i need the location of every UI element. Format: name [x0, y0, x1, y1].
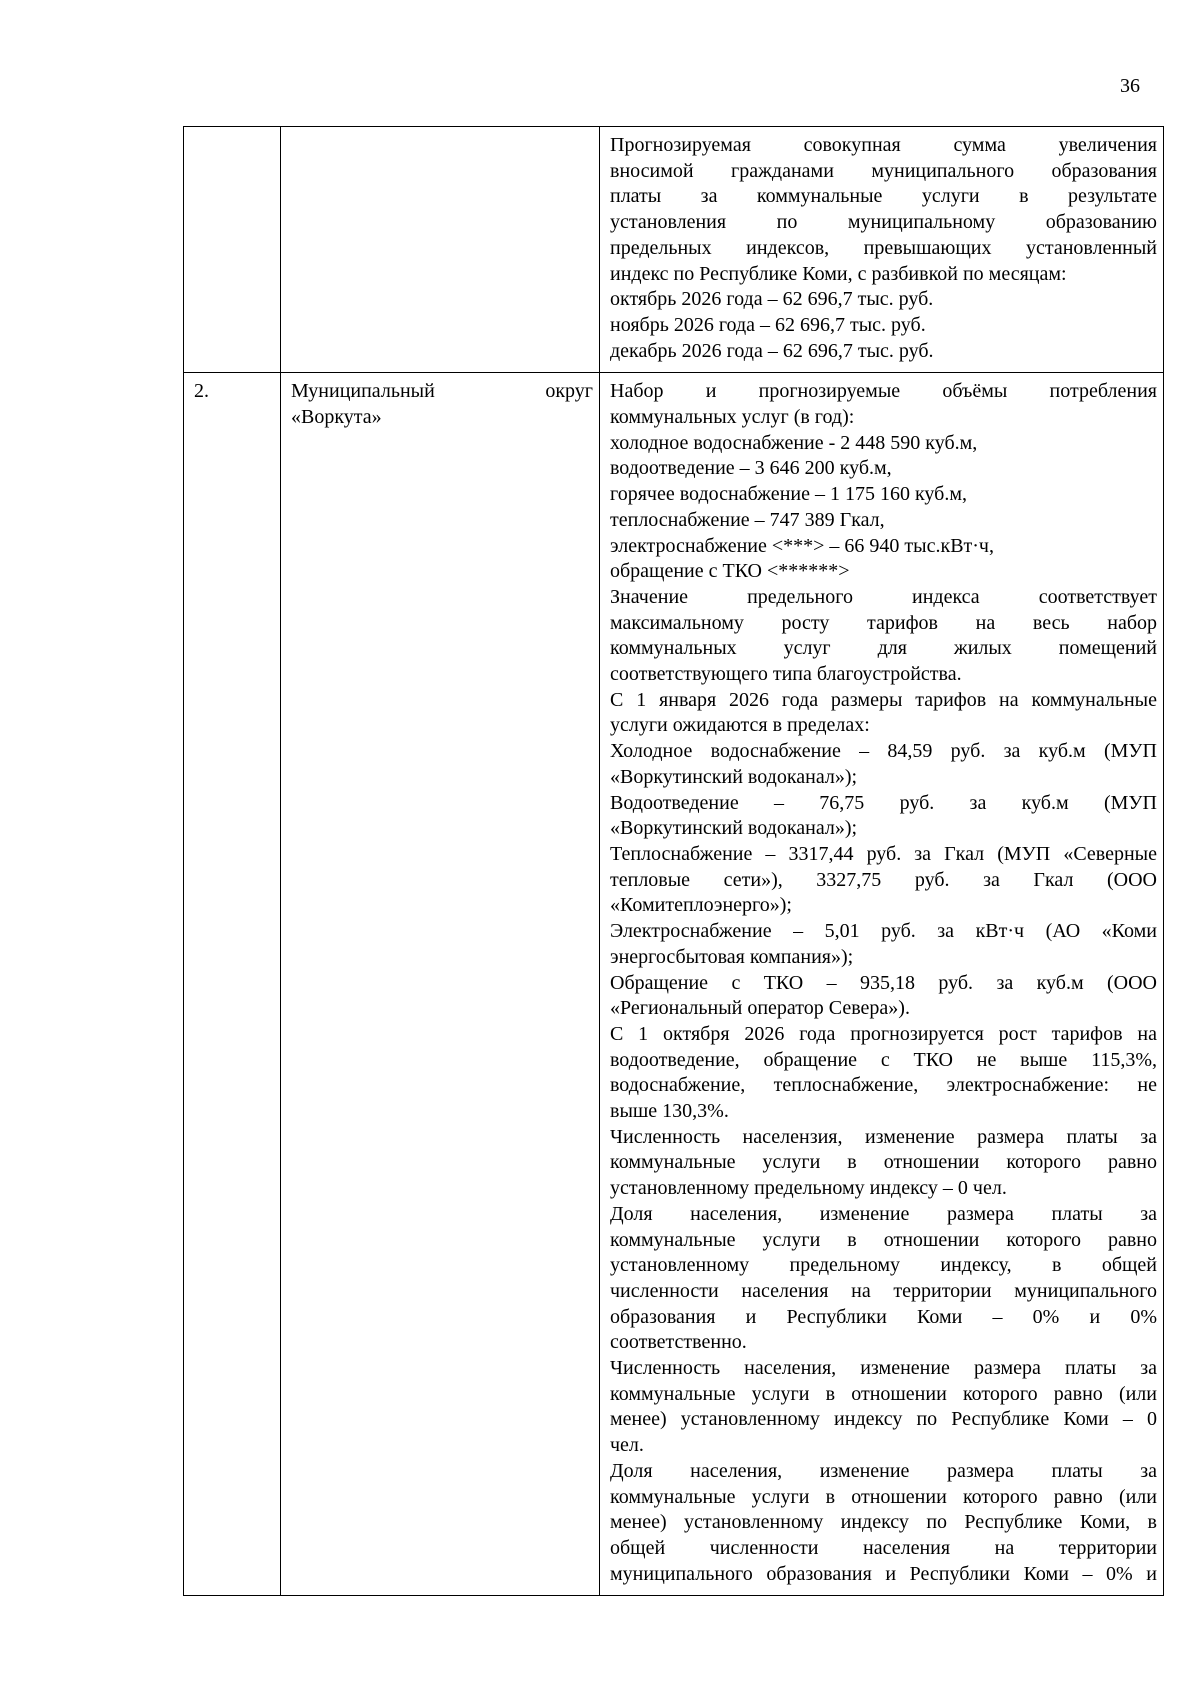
text-line: тепловые сети»), 3327,75 руб. за Гкал (ООО	[610, 868, 1157, 891]
text-line: «Воркутинский водоканал»);	[610, 817, 858, 840]
text-line: водоснабжение, теплоснабжение, электроснабжение: не	[610, 1074, 1157, 1097]
text-line: Электроснабжение – 5,01 руб. за кВт·ч (АО «Коми	[610, 920, 1157, 943]
text-line: Теплоснабжение – 3317,44 руб. за Гкал (МУП «Северные	[610, 842, 1157, 865]
text-line: водоотведение – 3 646 200 куб.м,	[610, 457, 892, 480]
text-line: услуги ожидаются в пределах:	[610, 714, 870, 737]
text-line: муниципального образования и Республики Коми – 0% и	[610, 1562, 1157, 1585]
description-text	[610, 379, 1157, 1587]
text-line: соответствующего типа благоустройства.	[610, 663, 962, 686]
text-line: Доля населения, изменение размера платы за	[610, 1202, 1157, 1225]
page-number: 36	[1120, 75, 1140, 97]
text-line: установленному предельному индексу, в общей	[610, 1254, 1157, 1277]
text-line: С 1 января 2026 года размеры тарифов на коммунальные	[610, 688, 1157, 711]
municipality-cell	[281, 127, 600, 373]
text-line: Водоотведение – 76,75 руб. за куб.м (МУП	[610, 791, 1157, 814]
text-line: электроснабжение <***> – 66 940 тыс.кВт·ч,	[610, 534, 994, 557]
text-line: энергосбытовая компания»);	[610, 945, 854, 968]
text-line: менее) установленному индексу по Республике Коми – 0	[610, 1408, 1157, 1431]
municipality-cell	[281, 373, 600, 1596]
text-line: Обращение с ТКО – 935,18 руб. за куб.м (ООО	[610, 971, 1157, 994]
text-line: водоотведение, обращение с ТКО не выше 115,3%,	[610, 1048, 1157, 1071]
text-line: численности населения на территории муниципального	[610, 1279, 1157, 1302]
text-line: выше 130,3%.	[610, 1100, 729, 1123]
text-line: коммунальные услуги в отношении которого равно	[610, 1151, 1157, 1174]
municipality-name-word: округ	[545, 380, 593, 403]
text-line: общей численности населения на территории	[610, 1536, 1157, 1559]
table-row	[184, 373, 1164, 1596]
text-line: Холодное водоснабжение – 84,59 руб. за куб.м (МУП	[610, 740, 1157, 763]
text-line: «Региональный оператор Севера»).	[610, 997, 910, 1020]
text-line: установленному предельному индексу – 0 чел.	[610, 1177, 1007, 1200]
text-line: Прогнозируемая совокупная сумма увеличения	[610, 134, 1157, 156]
text-line: предельных индексов, превышающих установленный	[610, 236, 1157, 259]
municipality-name-word: Муниципальный	[291, 380, 435, 403]
row-number-cell: 2.	[184, 373, 281, 1596]
text-line: Численность населензия, изменение размера платы за	[610, 1125, 1157, 1148]
text-line: образования и Республики Коми – 0% и 0%	[610, 1305, 1157, 1328]
text-line: соответственно.	[610, 1331, 747, 1354]
text-line: коммунальные услуги в отношении которого равно	[610, 1228, 1157, 1251]
text-line: максимальному росту тарифов на весь набор	[610, 611, 1157, 634]
text-line: Набор и прогнозируемые объёмы потребления	[610, 380, 1157, 403]
text-line: чел.	[610, 1434, 644, 1457]
text-line: декабрь 2026 года – 62 696,7 тыс. руб.	[610, 339, 934, 362]
text-line: вносимой гражданами муниципального образования	[610, 159, 1157, 182]
text-line: обращение с ТКО <******>	[610, 560, 850, 583]
text-line: ноябрь 2026 года – 62 696,7 тыс. руб.	[610, 313, 926, 336]
text-line: С 1 октября 2026 года прогнозируется рост тарифов на	[610, 1022, 1157, 1045]
text-line: коммунальных услуг (в год):	[610, 406, 855, 429]
text-line: горячее водоснабжение – 1 175 160 куб.м,	[610, 483, 967, 506]
text-line: Значение предельного индекса соответствует	[610, 585, 1157, 608]
text-line: Численность населения, изменение размера платы за	[610, 1357, 1157, 1380]
text-line: холодное водоснабжение - 2 448 590 куб.м,	[610, 431, 978, 454]
text-line: коммунальные услуги в отношении которого равно (или	[610, 1382, 1157, 1405]
description-text	[610, 133, 1157, 364]
municipality-name: «Воркута»	[291, 406, 382, 429]
text-line: платы за коммунальные услуги в результате	[610, 185, 1157, 208]
municipality-name-line	[291, 379, 593, 405]
text-line: «Воркутинский водоканал»);	[610, 765, 858, 788]
text-line: «Комитеплоэнерго»);	[610, 894, 792, 917]
row-number-cell	[184, 127, 281, 373]
text-line: менее) установленному индексу по Республике Коми, в	[610, 1511, 1157, 1534]
table-row	[184, 127, 1164, 373]
description-cell	[600, 127, 1164, 373]
text-line: октябрь 2026 года – 62 696,7 тыс. руб.	[610, 288, 934, 311]
text-line: установления по муниципальному образованию	[610, 211, 1157, 234]
text-line: коммунальные услуги в отношении которого равно (или	[610, 1485, 1157, 1508]
data-table	[183, 126, 1164, 1596]
text-line: индекс по Республике Коми, с разбивкой по месяцам:	[610, 262, 1067, 285]
text-line: коммунальных услуг для жилых помещений	[610, 637, 1157, 660]
text-line: Доля населения, изменение размера платы за	[610, 1459, 1157, 1482]
description-cell	[600, 373, 1164, 1596]
text-line: теплоснабжение – 747 389 Гкал,	[610, 508, 885, 531]
